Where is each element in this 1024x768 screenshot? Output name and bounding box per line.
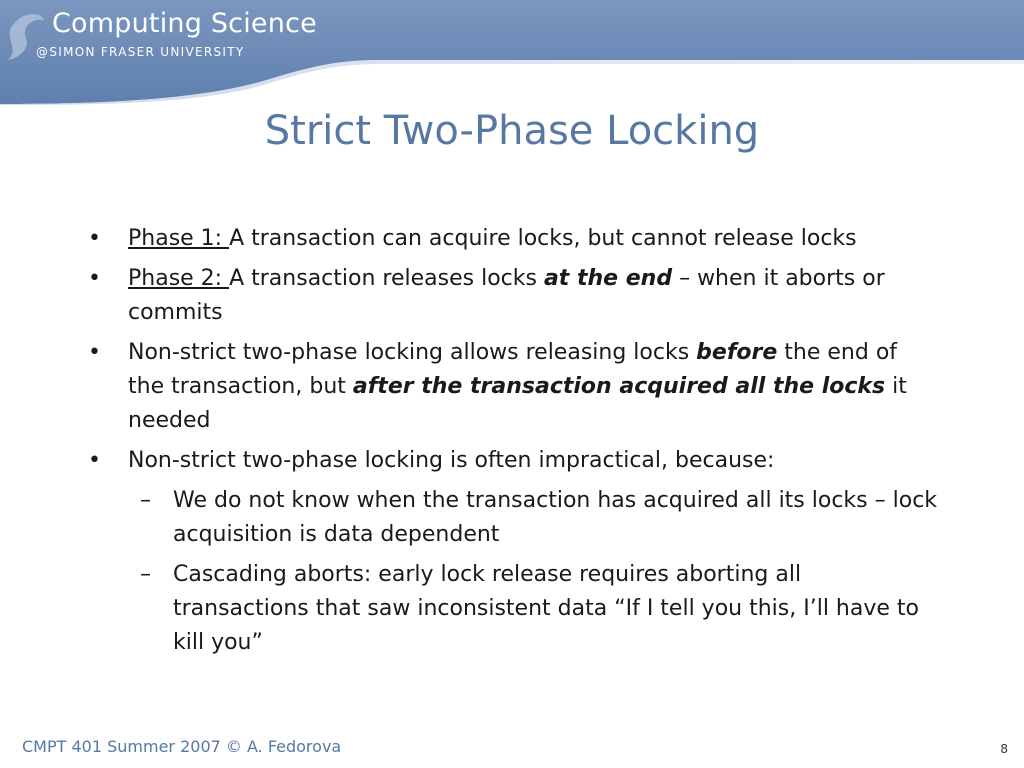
impractical-text: Non-strict two-phase locking is often impractical, because: bbox=[128, 448, 775, 473]
non-strict-text-middle: the end of the transaction, but bbox=[128, 340, 898, 399]
bullet-marker: • bbox=[88, 340, 101, 365]
bullet-phase-2 bbox=[88, 262, 938, 330]
non-strict-emphasis-after: after the transaction acquired all the locks bbox=[352, 374, 886, 399]
bullet-list bbox=[88, 222, 938, 666]
phase-2-text-before: A transaction releases locks bbox=[229, 266, 544, 291]
phase-2-label: Phase 2: bbox=[128, 266, 230, 291]
brand-subtitle bbox=[36, 45, 245, 59]
bullet-marker: • bbox=[88, 448, 101, 473]
sub-bullet-cascading-text: Cascading aborts: early lock release requires aborting all transactions that saw inconsistent data “If I tell you this, I’ll have to kill you” bbox=[173, 562, 919, 655]
sub-bullet-cascading bbox=[88, 558, 938, 660]
phase-1-label: Phase 1: bbox=[128, 226, 230, 251]
phase-2-emphasis: at the end bbox=[543, 266, 673, 291]
sub-bullet-locks-text: We do not know when the transaction has acquired all its locks – lock acquisition is data dependent bbox=[173, 488, 938, 547]
slide-title: Strict Two-Phase Locking bbox=[264, 108, 760, 154]
bullet-impractical bbox=[88, 444, 938, 478]
non-strict-emphasis-before: before bbox=[696, 340, 778, 365]
bullet-marker: • bbox=[88, 266, 101, 291]
non-strict-text-after: it needed bbox=[128, 374, 907, 433]
header-banner bbox=[0, 0, 1024, 105]
sub-bullet-locks bbox=[88, 484, 938, 552]
phase-1-text: A transaction can acquire locks, but cannot release locks bbox=[229, 226, 857, 251]
sub-bullet-marker: – bbox=[140, 562, 151, 587]
bullet-marker: • bbox=[88, 226, 101, 251]
footer-course: CMPT 401 Summer 2007 © A. Fedorova bbox=[22, 737, 342, 756]
phase-2-text-after: – when it aborts or commits bbox=[128, 266, 885, 325]
sub-bullet-marker: – bbox=[140, 488, 151, 513]
bullet-phase-1 bbox=[88, 222, 938, 256]
bullet-non-strict bbox=[88, 336, 938, 438]
brand-title: Computing Science bbox=[52, 8, 317, 39]
university-name: SIMON FRASER UNIVERSITY bbox=[49, 45, 245, 59]
at-symbol: @ bbox=[36, 45, 50, 59]
non-strict-text-before: Non-strict two-phase locking allows releasing locks bbox=[128, 340, 697, 365]
page-number: 8 bbox=[1000, 742, 1008, 756]
